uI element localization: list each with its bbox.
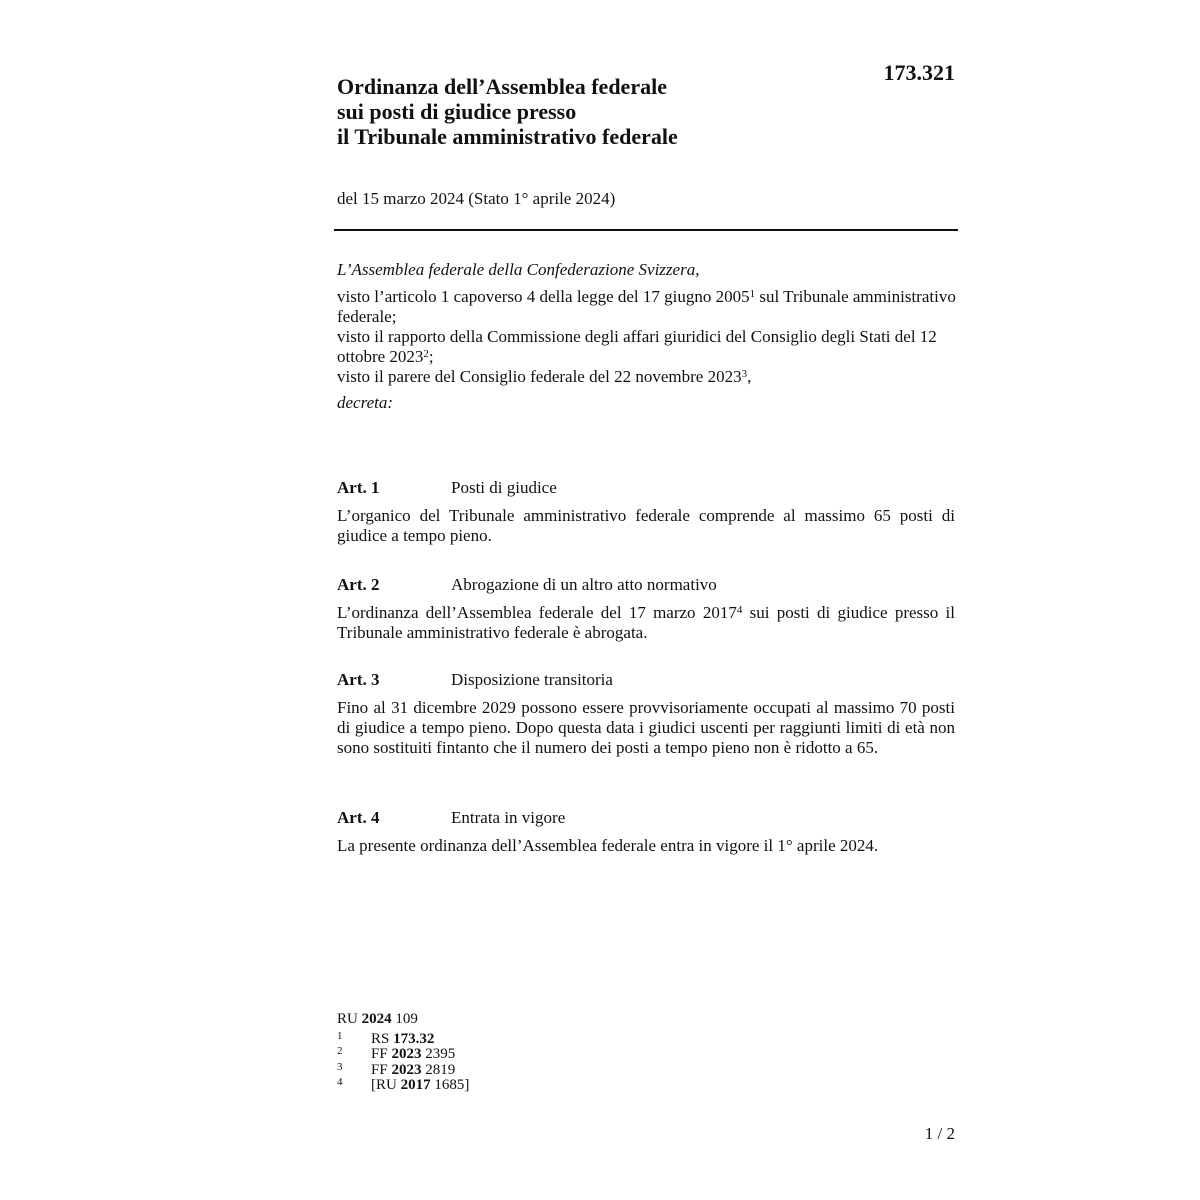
preamble-decree: decreta: [337, 393, 394, 412]
article-title: Disposizione transitoria [451, 670, 613, 689]
document-title [337, 74, 678, 149]
footnote-ref[interactable]: 2 [423, 348, 429, 360]
preamble-authority: L’Assemblea federale della Confederazione Svizzera, [337, 260, 700, 279]
footnote-number: 2 [337, 1045, 343, 1057]
date-status-line: del 15 marzo 2024 (Stato 1° aprile 2024) [337, 189, 616, 208]
preamble [337, 260, 957, 413]
sr-number: 173.321 [883, 60, 955, 85]
recital-text: ; [428, 347, 434, 366]
footnote-ref[interactable]: 3 [741, 368, 748, 380]
footnote-ref[interactable]: 4 [736, 604, 743, 616]
article-text: L’organico del Tribunale amministrativo federale comprende al massimo 65 posti di giudice a tempo pieno. [337, 506, 955, 545]
title-line-1: Ordinanza dell’Assemblea federale [337, 74, 667, 99]
article-heading [337, 670, 955, 690]
ru-year: 2024 [361, 1011, 392, 1027]
footnote-number: 4 [337, 1076, 343, 1088]
horizontal-rule [334, 229, 958, 231]
preamble-recital [337, 287, 957, 327]
article-body [337, 836, 955, 856]
recital-text: sul Tribunale amministrativo federale; [337, 287, 956, 326]
article-text: Fino al 31 dicembre 2029 possono essere provvisoriamente occupati al massimo 70 posti di giudice a tempo pieno. Dopo questa data i giudici uscenti per raggiunti limiti di età non sono sostituiti fintanto che il numero dei posti a tempo pieno non è ridotto a 65. [337, 698, 955, 757]
article-number: Art. 2 [337, 575, 380, 594]
preamble-recital [337, 367, 957, 387]
ru-prefix: RU [337, 1011, 362, 1027]
title-line-2: sui posti di giudice presso [337, 99, 577, 124]
footnote-text: FF 2023 2819 [371, 1061, 456, 1078]
page-number: 1 / 2 [924, 1124, 955, 1143]
title-line-3: il Tribunale amministrativo federale [337, 124, 678, 149]
article-3 [337, 670, 955, 758]
footnote-item [337, 1078, 469, 1094]
article-heading [337, 575, 955, 595]
article-text: L’ordinanza dell’Assemblea federale del 17 marzo 2017 [337, 603, 737, 622]
recital-text: visto il parere del Consiglio federale del 22 novembre 2023 [337, 367, 742, 386]
article-title: Abrogazione di un altro atto normativo [451, 575, 717, 594]
article-1 [337, 478, 955, 546]
recital-text: , [747, 367, 752, 386]
preamble-recital [337, 327, 957, 367]
footnotes [337, 1012, 469, 1094]
article-number: Art. 1 [337, 478, 380, 497]
recital-text: visto il rapporto della Commissione degli affari giuridici del Consiglio degli Stati del 12 ottobre 2023 [337, 327, 937, 366]
article-text: La presente ordinanza dell’Assemblea federale entra in vigore il 1° aprile 2024. [337, 836, 879, 855]
article-number: Art. 3 [337, 670, 380, 689]
article-body [337, 698, 955, 758]
article-body [337, 603, 955, 643]
article-2 [337, 575, 955, 643]
footnote-text: FF 2023 2395 [371, 1046, 456, 1062]
footnote-number: 1 [337, 1029, 343, 1042]
ru-page: 109 [391, 1011, 418, 1027]
ru-reference [337, 1012, 469, 1028]
article-4 [337, 808, 955, 856]
article-heading [337, 808, 955, 828]
recital-text: visto l’articolo 1 capoverso 4 della legge del 17 giugno 2005 [337, 287, 750, 306]
article-text: sui posti di giudice presso il Tribunale amministrativo federale è abrogata. [337, 603, 955, 642]
article-body [337, 506, 955, 546]
footnote-ref[interactable]: 1 [749, 288, 756, 300]
footnote-number: 3 [337, 1060, 343, 1073]
article-number: Art. 4 [337, 808, 380, 827]
article-heading [337, 478, 955, 498]
footnote-text: RS 173.32 [371, 1030, 435, 1047]
article-title: Posti di giudice [451, 478, 557, 497]
footnote-text: [RU 2017 1685] [371, 1077, 470, 1093]
article-title: Entrata in vigore [451, 808, 566, 827]
